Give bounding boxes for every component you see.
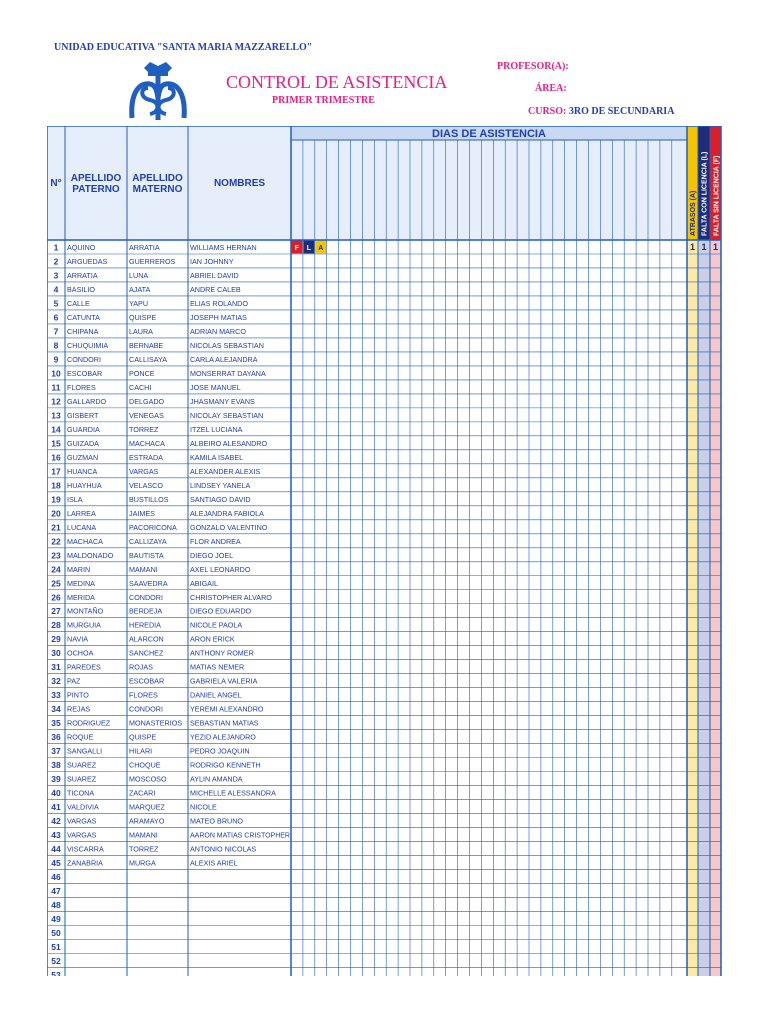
- row-number: 22: [51, 536, 61, 547]
- row-number: 12: [51, 396, 61, 407]
- student-nombres: ALEXIS ARIEL: [190, 858, 238, 868]
- school-name: UNIDAD EDUCATIVA "SANTA MARIA MAZZARELLO": [54, 42, 313, 53]
- student-materno: MONASTERIOS: [129, 718, 183, 728]
- student-nombres: GABRIELA VALERIA: [190, 676, 258, 686]
- row-number: 31: [51, 662, 61, 673]
- student-paterno: MONTAÑO: [67, 606, 104, 616]
- student-paterno: GUZMAN: [67, 452, 99, 462]
- student-materno: MOSCOSO: [129, 774, 167, 784]
- row-number: 15: [51, 438, 61, 449]
- row-number: 8: [53, 340, 59, 351]
- student-materno: SANCHEZ: [129, 648, 164, 658]
- row-number: 46: [51, 872, 61, 883]
- student-materno: PONCE: [129, 368, 155, 378]
- student-nombres: JHASMANY EVANS: [190, 396, 255, 406]
- student-nombres: AARON MATIAS CRISTOPHER: [190, 830, 290, 840]
- row-number: 37: [51, 746, 61, 757]
- row-number: 9: [53, 354, 59, 365]
- student-paterno: HUAYHUA: [67, 480, 102, 490]
- student-materno: CACHI: [129, 382, 152, 392]
- student-materno: CALLIZAYA: [129, 536, 167, 546]
- row-number: 18: [51, 480, 61, 491]
- student-paterno: GUIZADA: [67, 438, 99, 448]
- atrasos-header-label: ATRASOS (A): [690, 190, 697, 236]
- attendance-sheet: [47, 126, 722, 981]
- student-nombres: MATIAS NEMER: [190, 662, 245, 672]
- legend-mark-a: A: [318, 245, 324, 252]
- student-nombres: ELIAS ROLANDO: [190, 298, 248, 308]
- student-nombres: FLOR ANDREA: [190, 536, 241, 546]
- student-materno: BERDEJA: [129, 606, 163, 616]
- student-nombres: AYLIN AMANDA: [190, 774, 243, 784]
- dias-asistencia-header: DIAS DE ASISTENCIA: [432, 128, 546, 140]
- student-paterno: CHIPANA: [67, 326, 99, 336]
- row-number: 39: [51, 774, 61, 785]
- student-materno: MAMANI: [129, 564, 158, 574]
- student-nombres: YEZID ALEJANDRO: [190, 732, 256, 742]
- student-paterno: CATUNTA: [67, 312, 100, 322]
- row-number: 23: [51, 550, 61, 561]
- student-materno: CHOQUE: [129, 760, 161, 770]
- row-number: 50: [51, 928, 61, 939]
- student-paterno: REJAS: [67, 704, 91, 714]
- student-materno: PACORICONA: [129, 522, 177, 532]
- falta-con-header-label: FALTA CON LICENCIA (L): [701, 151, 709, 236]
- student-paterno: MERIDA: [67, 592, 95, 602]
- falta-sin-header-label: FALTA SIN LICENCIA (F): [713, 155, 721, 236]
- row-number: 38: [51, 760, 61, 771]
- student-paterno: SUAREZ: [67, 774, 97, 784]
- student-materno: BUSTILLOS: [129, 494, 169, 504]
- student-materno: QUISPE: [129, 312, 157, 322]
- row-number: 53: [51, 969, 61, 976]
- row-number: 5: [53, 298, 59, 309]
- student-nombres: ALEJANDRA FABIOLA: [190, 508, 264, 518]
- row-number: 26: [51, 592, 61, 603]
- student-materno: ESCOBAR: [129, 676, 165, 686]
- row-number: 24: [51, 564, 61, 575]
- student-nombres: ANTHONY ROMER: [190, 648, 254, 658]
- student-materno: VENEGAS: [129, 410, 164, 420]
- row-number: 25: [51, 578, 61, 589]
- student-materno: VELASCO: [129, 480, 163, 490]
- student-materno: BAUTISTA: [129, 550, 164, 560]
- student-nombres: KAMILA ISABEL: [190, 452, 244, 462]
- row-number: 27: [51, 606, 61, 617]
- student-paterno: CONDORI: [67, 354, 101, 364]
- student-nombres: DIEGO JOEL: [190, 550, 234, 560]
- row-number: 6: [53, 312, 59, 323]
- student-nombres: NICOLE PAOLA: [190, 620, 243, 630]
- row-number: 43: [51, 830, 61, 841]
- student-nombres: RODRIGO KENNETH: [190, 760, 261, 770]
- student-materno: HEREDIA: [129, 620, 161, 630]
- student-paterno: ARRATIA: [67, 270, 98, 280]
- student-paterno: TICONA: [67, 788, 95, 798]
- student-nombres: MATEO BRUNO: [190, 816, 243, 826]
- student-paterno: MEDINA: [67, 578, 95, 588]
- row-number: 48: [51, 900, 61, 911]
- row-number: 21: [51, 522, 61, 533]
- student-paterno: PAREDES: [67, 662, 101, 672]
- row-number: 45: [51, 858, 61, 869]
- student-nombres: CHRISTOPHER ALVARO: [190, 592, 272, 602]
- student-nombres: CARLA ALEJANDRA: [190, 354, 258, 364]
- student-materno: CONDORI: [129, 592, 163, 602]
- row-number: 52: [51, 955, 61, 966]
- page-subtitle: PRIMER TRIMESTRE: [272, 95, 375, 106]
- student-paterno: SUAREZ: [67, 760, 97, 770]
- student-materno: LUNA: [129, 270, 149, 280]
- summary-total: 1: [712, 242, 719, 252]
- student-materno: YAPU: [129, 298, 149, 308]
- student-paterno: ISLA: [67, 494, 83, 504]
- row-number: 51: [51, 942, 61, 952]
- row-number: 32: [51, 676, 61, 687]
- student-nombres: ANTONIO NICOLAS: [190, 844, 257, 854]
- row-number: 14: [51, 424, 61, 435]
- falta-con-column-fill: [698, 240, 710, 976]
- row-number: 7: [53, 326, 59, 337]
- student-nombres: AXEL LEONARDO: [190, 564, 251, 574]
- student-materno: MACHACA: [129, 438, 165, 448]
- row-number: 13: [51, 410, 61, 421]
- row-number: 29: [51, 634, 61, 645]
- row-number: 28: [51, 620, 61, 631]
- student-materno: ESTRADA: [129, 452, 163, 462]
- student-nombres: PEDRO JOAQUIN: [190, 746, 250, 756]
- student-nombres: NICOLE: [190, 802, 217, 812]
- legend-mark-l: L: [306, 245, 311, 252]
- student-nombres: MICHELLE ALESSANDRA: [190, 788, 276, 798]
- row-number: 36: [51, 732, 61, 743]
- student-materno: QUISPE: [129, 732, 157, 742]
- page-title: CONTROL DE ASISTENCIA: [226, 72, 448, 92]
- student-materno: CONDORI: [129, 704, 163, 714]
- row-number: 19: [51, 494, 61, 505]
- student-nombres: IAN JOHNNY: [190, 256, 234, 266]
- student-paterno: NAVIA: [67, 634, 89, 644]
- student-materno: CALLISAYA: [129, 354, 168, 364]
- student-nombres: JOSE MANUEL: [190, 382, 241, 392]
- student-paterno: MARIN: [67, 564, 91, 574]
- student-nombres: NICOLAS SEBASTIAN: [190, 340, 264, 350]
- student-paterno: PINTO: [67, 690, 89, 700]
- profesor-label: PROFESOR(A):: [497, 61, 569, 72]
- column-header-paterno-line1: APELLIDO: [70, 173, 122, 184]
- row-number: 10: [51, 368, 61, 379]
- student-paterno: CHUQUIMIA: [67, 340, 109, 350]
- student-paterno: AQUINO: [67, 243, 96, 252]
- row-number: 40: [51, 788, 61, 799]
- student-nombres: ALBEIRO ALESANDRO: [190, 438, 268, 448]
- student-materno: TORREZ: [129, 424, 159, 434]
- row-number: 49: [51, 914, 61, 925]
- student-paterno: BASILIO: [67, 284, 95, 294]
- student-nombres: LINDSEY YANELA: [190, 480, 251, 490]
- student-nombres: ABRIEL DAVID: [190, 270, 239, 280]
- student-paterno: PAZ: [67, 676, 81, 686]
- falta-sin-column-fill: [710, 240, 721, 976]
- student-paterno: VALDIVIA: [67, 802, 99, 812]
- school-logo-icon: [126, 58, 190, 122]
- student-nombres: ALEXANDER ALEXIS: [190, 466, 261, 476]
- row-number: 20: [51, 508, 61, 519]
- row-number: 42: [51, 816, 61, 827]
- student-materno: JAIMES: [129, 508, 155, 518]
- student-paterno: VISCARRA: [67, 844, 104, 854]
- row-number: 3: [53, 270, 59, 281]
- row-number: 1: [53, 242, 59, 253]
- student-materno: GUERREROS: [129, 256, 176, 266]
- student-materno: LAURA: [129, 326, 153, 336]
- student-nombres: MONSERRAT DAYANA: [190, 368, 266, 378]
- student-nombres: ABIGAIL: [190, 578, 218, 588]
- student-nombres: WILLIAMS HERNAN: [190, 243, 257, 252]
- student-materno: FLORES: [129, 690, 158, 700]
- student-materno: DELGADO: [129, 396, 165, 406]
- student-paterno: ARGUEDAS: [67, 256, 108, 266]
- student-materno: AJATA: [129, 284, 151, 294]
- student-paterno: ROQUE: [67, 732, 94, 742]
- student-paterno: VARGAS: [67, 830, 97, 840]
- row-number: 33: [51, 690, 61, 701]
- student-nombres: YEREMI ALEXANDRO: [190, 704, 264, 714]
- student-paterno: MACHACA: [67, 536, 103, 546]
- row-number: 41: [51, 802, 61, 813]
- student-materno: MAMANI: [129, 830, 158, 840]
- student-materno: MARQUEZ: [129, 802, 165, 812]
- summary-total: 1: [689, 242, 696, 252]
- student-nombres: JOSEPH MATIAS: [190, 312, 247, 322]
- student-nombres: NICOLAY SEBASTIAN: [190, 410, 264, 420]
- student-materno: BERNABE: [129, 340, 164, 350]
- student-paterno: FLORES: [67, 382, 96, 392]
- column-header-materno-line1: APELLIDO: [132, 173, 183, 184]
- student-nombres: ANDRE CALEB: [190, 284, 241, 294]
- row-number: 11: [51, 382, 61, 393]
- row-number: 4: [53, 284, 59, 295]
- row-number: 35: [51, 718, 61, 729]
- student-paterno: SANGALLI: [67, 746, 103, 756]
- student-materno: SAAVEDRA: [129, 578, 168, 588]
- row-number: 34: [51, 704, 61, 715]
- student-paterno: HUANCA: [67, 466, 98, 476]
- row-number: 44: [51, 844, 61, 855]
- student-materno: ALARCON: [129, 634, 164, 644]
- student-paterno: LARREA: [67, 508, 96, 518]
- student-materno: MURGA: [129, 858, 156, 868]
- student-paterno: ZANABRIA: [67, 858, 103, 868]
- student-paterno: ESCOBAR: [67, 368, 103, 378]
- column-header-materno-line2: MATERNO: [132, 184, 183, 195]
- student-paterno: GISBERT: [67, 410, 99, 420]
- student-materno: ARAMAYO: [129, 816, 165, 826]
- student-paterno: OCHOA: [67, 648, 94, 658]
- column-header-nombres: NOMBRES: [213, 178, 266, 189]
- student-nombres: DIEGO EDUARDO: [190, 606, 252, 616]
- row-number: 17: [51, 466, 61, 477]
- attendance-grid: [47, 126, 722, 976]
- student-paterno: MALDONADO: [67, 550, 114, 560]
- column-header-paterno-line2: PATERNO: [72, 184, 120, 195]
- row-number: 16: [51, 452, 61, 463]
- student-nombres: DANIEL ANGEL: [190, 690, 242, 700]
- curso-row: [528, 106, 674, 117]
- curso-value: 3RO DE SECUNDARIA: [568, 106, 675, 117]
- student-materno: ZACARI: [129, 788, 156, 798]
- student-materno: HILARI: [129, 746, 153, 756]
- area-label: ÁREA:: [535, 83, 567, 94]
- student-materno: VARGAS: [129, 466, 159, 476]
- row-number: 30: [51, 648, 61, 659]
- column-header-number: N°: [50, 178, 62, 189]
- row-number: 2: [53, 256, 59, 267]
- student-nombres: GONZALO VALENTINO: [190, 522, 268, 532]
- student-materno: TORREZ: [129, 844, 159, 854]
- legend-mark-f: F: [294, 245, 300, 252]
- student-nombres: ADRIAN MARCO: [190, 326, 246, 336]
- student-nombres: ITZEL LUCIANA: [190, 424, 243, 434]
- summary-total: 1: [701, 242, 707, 252]
- student-paterno: LUCANA: [67, 522, 97, 532]
- student-materno: ARRATIA: [129, 243, 160, 252]
- curso-label: CURSO:: [528, 106, 567, 117]
- student-paterno: MURGUIA: [67, 620, 101, 630]
- student-nombres: SANTIAGO DAVID: [190, 494, 251, 504]
- student-paterno: CALLE: [67, 298, 90, 308]
- student-paterno: GUARDIA: [67, 424, 100, 434]
- student-nombres: SEBASTIAN MATIAS: [190, 718, 259, 728]
- student-materno: ROJAS: [129, 662, 153, 672]
- student-paterno: RODRIGUEZ: [67, 718, 111, 728]
- atrasos-column-fill: [687, 240, 698, 976]
- student-paterno: VARGAS: [67, 816, 97, 826]
- student-paterno: GALLARDO: [67, 396, 107, 406]
- row-number: 47: [51, 886, 61, 897]
- student-nombres: ARON ERICK: [190, 634, 235, 644]
